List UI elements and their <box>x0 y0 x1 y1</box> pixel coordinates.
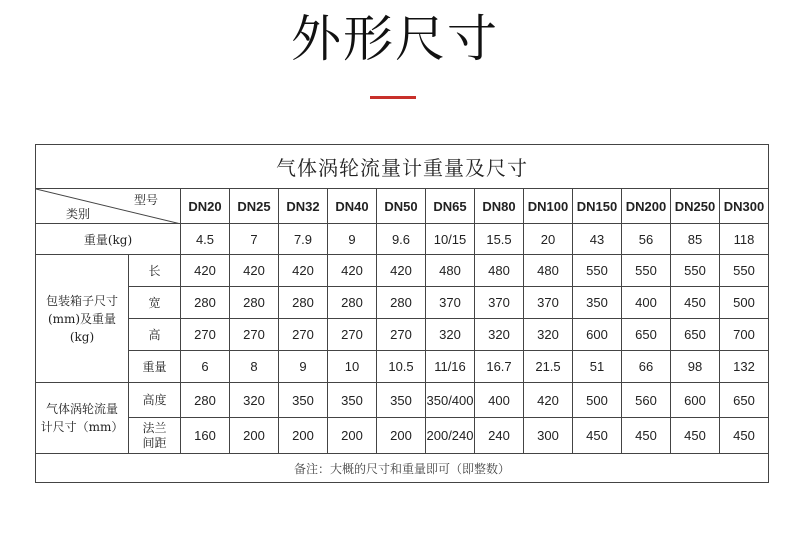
meter-value-cell: 200 <box>230 418 279 454</box>
packing-value-cell: 9 <box>279 351 328 383</box>
packing-value-cell: 350 <box>573 287 622 319</box>
packing-value-cell: 320 <box>426 319 475 351</box>
meter-value-cell: 320 <box>230 383 279 418</box>
weight-value-cell: 85 <box>671 224 720 255</box>
weight-value-cell: 7 <box>230 224 279 255</box>
model-header-dn20: DN20 <box>181 189 230 224</box>
packing-value-cell: 420 <box>377 255 426 287</box>
packing-value-cell: 550 <box>573 255 622 287</box>
corner-category-label: 类别 <box>66 207 91 221</box>
packing-value-cell: 550 <box>720 255 769 287</box>
meter-row-label <box>129 383 181 418</box>
weight-value-cell: 15.5 <box>475 224 524 255</box>
meter-row-label-line: 高度 <box>142 392 167 407</box>
packing-value-cell: 420 <box>181 255 230 287</box>
packing-value-cell: 270 <box>377 319 426 351</box>
meter-value-cell: 600 <box>671 383 720 418</box>
weight-value-cell: 118 <box>720 224 769 255</box>
packing-value-cell: 6 <box>181 351 230 383</box>
meter-group-label-line: 计尺寸（mm） <box>40 420 124 434</box>
corner-header-cell <box>36 189 181 224</box>
packing-group-label <box>36 255 129 383</box>
meter-value-cell: 200/240 <box>426 418 475 454</box>
meter-row <box>36 383 769 418</box>
packing-value-cell: 98 <box>671 351 720 383</box>
packing-row <box>36 319 769 351</box>
packing-row <box>36 287 769 319</box>
packing-value-cell: 480 <box>426 255 475 287</box>
packing-group-label-line: 包装箱子尺寸 <box>45 293 118 308</box>
meter-row-label-line: 间距 <box>142 435 167 450</box>
weight-value-cell: 56 <box>622 224 671 255</box>
packing-row-label: 长 <box>129 255 181 287</box>
meter-row <box>36 418 769 454</box>
packing-value-cell: 10 <box>328 351 377 383</box>
corner-diagonal-line <box>36 189 181 224</box>
packing-value-cell: 280 <box>328 287 377 319</box>
meter-value-cell: 400 <box>475 383 524 418</box>
packing-value-cell: 420 <box>328 255 377 287</box>
packing-value-cell: 550 <box>622 255 671 287</box>
packing-group-label-line: (mm)及重量 <box>47 311 117 326</box>
packing-value-cell: 480 <box>524 255 573 287</box>
packing-row-label: 高 <box>129 319 181 351</box>
meter-value-cell: 500 <box>573 383 622 418</box>
packing-value-cell: 280 <box>377 287 426 319</box>
packing-value-cell: 66 <box>622 351 671 383</box>
meter-value-cell: 450 <box>573 418 622 454</box>
meter-value-cell: 200 <box>377 418 426 454</box>
packing-value-cell: 420 <box>230 255 279 287</box>
packing-row-label: 重量 <box>129 351 181 383</box>
weight-value-cell: 10/15 <box>426 224 475 255</box>
meter-value-cell: 160 <box>181 418 230 454</box>
meter-value-cell: 450 <box>622 418 671 454</box>
model-header-dn150: DN150 <box>573 189 622 224</box>
packing-value-cell: 270 <box>328 319 377 351</box>
meter-value-cell: 450 <box>671 418 720 454</box>
model-header-dn50: DN50 <box>377 189 426 224</box>
meter-group-label <box>36 383 129 454</box>
packing-value-cell: 370 <box>524 287 573 319</box>
packing-value-cell: 370 <box>475 287 524 319</box>
meter-value-cell: 450 <box>720 418 769 454</box>
weight-value-cell: 43 <box>573 224 622 255</box>
meter-value-cell: 240 <box>475 418 524 454</box>
weight-value-cell: 20 <box>524 224 573 255</box>
weight-value-cell: 4.5 <box>181 224 230 255</box>
model-header-dn300: DN300 <box>720 189 769 224</box>
packing-value-cell: 700 <box>720 319 769 351</box>
packing-value-cell: 400 <box>622 287 671 319</box>
page-title: 外形尺寸 <box>291 10 499 68</box>
packing-value-cell: 8 <box>230 351 279 383</box>
meter-value-cell: 350 <box>328 383 377 418</box>
meter-row-label <box>129 418 181 454</box>
table-caption: 气体涡轮流量计重量及尺寸 <box>36 145 769 189</box>
weight-value-cell: 7.9 <box>279 224 328 255</box>
table-note: 备注：大概的尺寸和重量即可（即整数） <box>36 454 769 483</box>
packing-value-cell: 21.5 <box>524 351 573 383</box>
packing-group-label-line: (kg) <box>69 329 95 344</box>
packing-value-cell: 370 <box>426 287 475 319</box>
packing-value-cell: 500 <box>720 287 769 319</box>
title-underline <box>370 96 416 99</box>
meter-value-cell: 650 <box>720 383 769 418</box>
meter-value-cell: 300 <box>524 418 573 454</box>
model-header-dn100: DN100 <box>524 189 573 224</box>
model-header-dn25: DN25 <box>230 189 279 224</box>
model-header-dn65: DN65 <box>426 189 475 224</box>
meter-value-cell: 560 <box>622 383 671 418</box>
packing-value-cell: 280 <box>279 287 328 319</box>
packing-value-cell: 11/16 <box>426 351 475 383</box>
meter-value-cell: 420 <box>524 383 573 418</box>
packing-value-cell: 480 <box>475 255 524 287</box>
packing-value-cell: 270 <box>181 319 230 351</box>
packing-value-cell: 270 <box>230 319 279 351</box>
packing-value-cell: 420 <box>279 255 328 287</box>
model-header-dn200: DN200 <box>622 189 671 224</box>
corner-model-label: 型号 <box>133 193 158 207</box>
meter-value-cell: 350/400 <box>426 383 475 418</box>
model-header-dn250: DN250 <box>671 189 720 224</box>
packing-row-label: 宽 <box>129 287 181 319</box>
packing-value-cell: 600 <box>573 319 622 351</box>
meter-value-cell: 350 <box>377 383 426 418</box>
packing-value-cell: 320 <box>524 319 573 351</box>
packing-value-cell: 280 <box>181 287 230 319</box>
packing-value-cell: 10.5 <box>377 351 426 383</box>
packing-value-cell: 51 <box>573 351 622 383</box>
packing-value-cell: 270 <box>279 319 328 351</box>
packing-value-cell: 450 <box>671 287 720 319</box>
meter-value-cell: 280 <box>181 383 230 418</box>
meter-value-cell: 200 <box>328 418 377 454</box>
packing-value-cell: 650 <box>622 319 671 351</box>
meter-group-label-line: 气体涡轮流量 <box>45 402 118 416</box>
packing-value-cell: 320 <box>475 319 524 351</box>
model-header-dn40: DN40 <box>328 189 377 224</box>
packing-row <box>36 351 769 383</box>
packing-row <box>36 255 769 287</box>
meter-value-cell: 200 <box>279 418 328 454</box>
model-header-dn32: DN32 <box>279 189 328 224</box>
packing-value-cell: 650 <box>671 319 720 351</box>
packing-value-cell: 132 <box>720 351 769 383</box>
weight-value-cell: 9.6 <box>377 224 426 255</box>
meter-row-label-line: 法兰 <box>142 420 167 435</box>
packing-value-cell: 280 <box>230 287 279 319</box>
spec-table <box>35 144 769 483</box>
weight-value-cell: 9 <box>328 224 377 255</box>
packing-value-cell: 16.7 <box>475 351 524 383</box>
packing-value-cell: 550 <box>671 255 720 287</box>
weight-row-label: 重量(kg) <box>36 224 181 255</box>
model-header-dn80: DN80 <box>475 189 524 224</box>
meter-value-cell: 350 <box>279 383 328 418</box>
